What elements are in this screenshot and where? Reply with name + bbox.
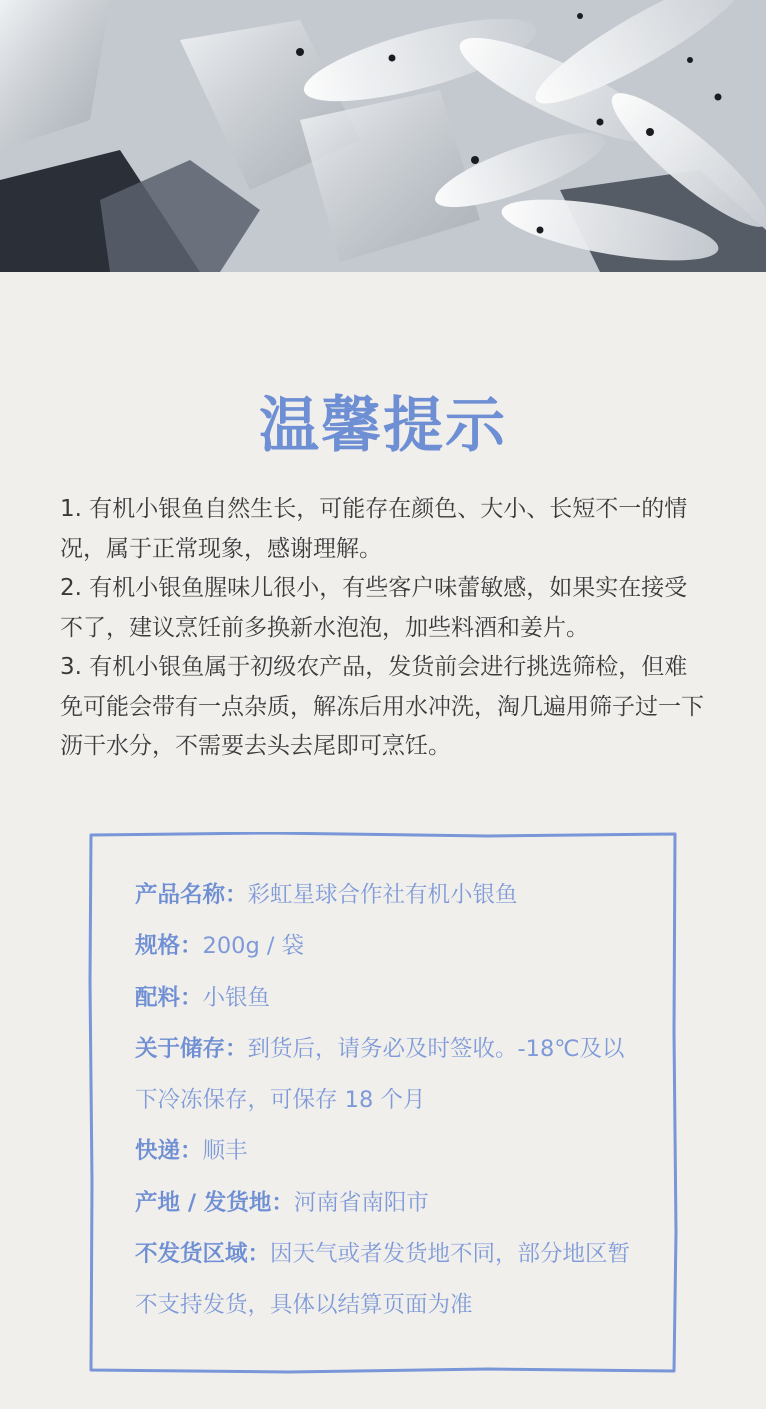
info-value: 小银鱼 [202, 984, 271, 1011]
tip-item: 2. 有机小银鱼腥味儿很小，有些客户味蕾敏感，如果实在接受不了，建议烹饪前多换新水泡泡，加些料酒和姜片。 [60, 575, 688, 641]
product-info [135, 870, 645, 1332]
info-row-ingredients [135, 973, 645, 1024]
info-label: 不发货区域： [135, 1241, 271, 1268]
ice-and-fish-illustration [0, 0, 766, 272]
tip-item: 3. 有机小银鱼属于初级农产品，发货前会进行挑选筛检，但难免可能会带有一点杂质，解冻后用水冲洗，淘几遍用筛子过一下沥干水分，不需要去头去尾即可烹饪。 [60, 654, 704, 759]
info-label: 产品名称： [135, 882, 248, 908]
info-value: 因天气或者发货地不同，部分地区暂不支持发货，具体以结算页面为准 [135, 1241, 631, 1319]
info-label: 规格： [135, 933, 203, 960]
tip-item: 1. 有机小银鱼自然生长，可能存在颜色、大小、长短不一的情况，属于正常现象，感谢理解。 [60, 496, 688, 562]
info-label: 产地 / 发货地： [135, 1189, 294, 1216]
info-row-name [135, 870, 645, 921]
info-value: 200g / 袋 [202, 933, 305, 960]
info-value: 顺丰 [202, 1138, 248, 1165]
info-row-origin [135, 1178, 645, 1229]
info-value: 河南省南阳市 [293, 1189, 429, 1216]
info-row-spec [135, 921, 645, 972]
tips-list [60, 490, 710, 767]
info-label: 关于储存： [135, 1035, 248, 1062]
info-value: 彩虹星球合作社有机小银鱼 [247, 882, 518, 908]
info-row-courier [135, 1126, 645, 1177]
info-row-no-ship-area [135, 1229, 645, 1332]
hero-photo [0, 0, 766, 272]
info-label: 配料： [135, 984, 203, 1011]
info-label: 快递： [135, 1138, 203, 1165]
info-value: 到货后，请务必及时签收。-18℃及以下冷冻保存，可保存 18 个月 [135, 1035, 625, 1114]
info-row-storage [135, 1024, 645, 1127]
page-title: 温馨提示 [259, 391, 507, 461]
